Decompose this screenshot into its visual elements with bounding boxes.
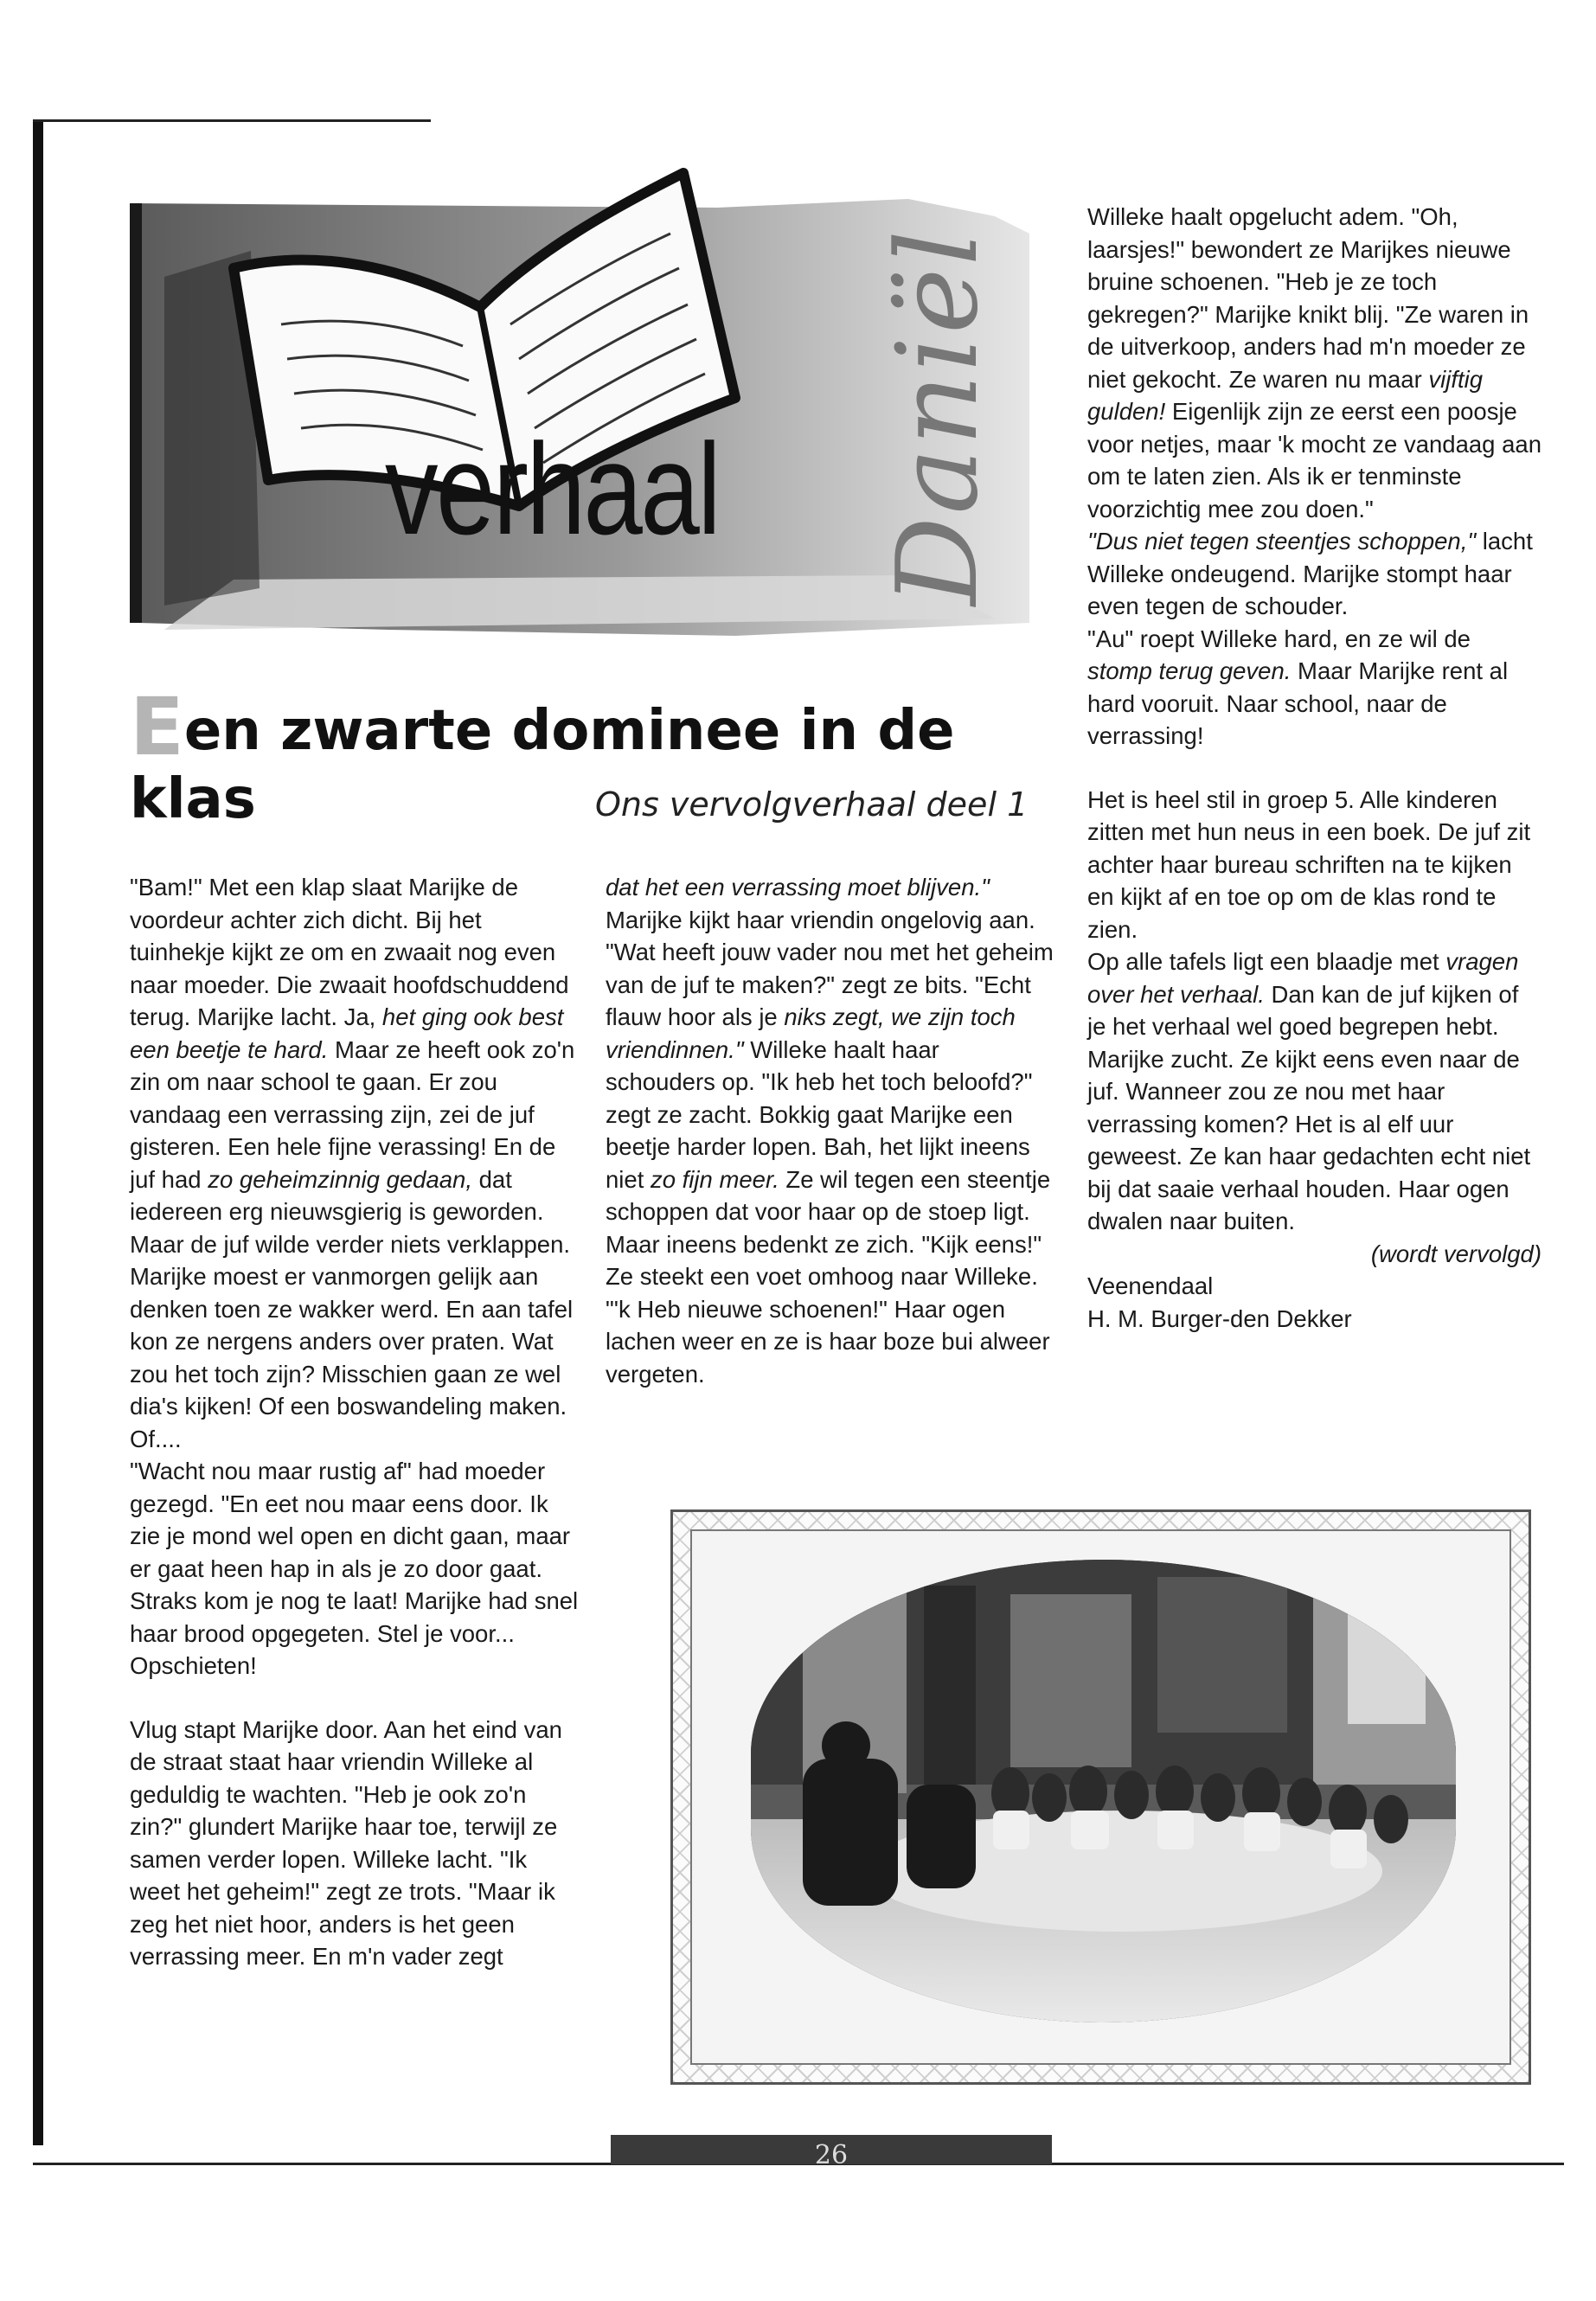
- text-run-italic: vijftig gulden!: [1087, 365, 1484, 425]
- text-run: Het is heel stil in groep 5. Alle kinderen zitten met hun neus in een boek.: [1087, 785, 1497, 845]
- paragraph: [1087, 623, 1542, 753]
- paragraph: [1087, 784, 1542, 946]
- text-run: Eigenlijk zijn ze eerst een poosje voor netjes, maar 'k mocht ze vandaag aan om te laten zien. Als ik er tenminste voorzichtig mee zou doen.": [1087, 398, 1542, 522]
- author-place: Veenendaal: [1087, 1272, 1214, 1299]
- continued-note: (wordt vervolgd): [1370, 1240, 1542, 1267]
- text-run: Willeke haalt haar schouders op. "Ik heb het toch beloofd?" zegt ze zacht. Bokkig gaat Marijke een beetje harder lopen. Bah, het lijkt ineens niet: [606, 1035, 1033, 1193]
- handwritten-signature: Daniël: [874, 228, 1003, 606]
- paragraph: [1087, 525, 1542, 623]
- paragraph: "Wacht nou maar rustig af" had moeder gezegd. "En eet nou maar eens door. Ik zie je mond wel open en dicht gaan, maar er gaat heen hap in als je zo door gaat. Straks kom je nog te laat! Marijke had snel haar brood opgegeten. Stel je voor... Opschieten!: [130, 1458, 579, 1679]
- text-column-1: [130, 871, 580, 1973]
- text-run: Op alle tafels ligt een blaadje met: [1087, 948, 1446, 975]
- page-number-bar: [611, 2135, 1052, 2170]
- text-run-italic: zo fijn meer.: [650, 1165, 779, 1193]
- text-run: "Bam!" Met een klap slaat Marijke de voordeur achter zich dicht. Bij het tuinhekje kijkt ze om en zwaait nog even naar moeder. Die zwaait hoofdschuddend terug. Marijke lacht. Ja,: [130, 874, 569, 1030]
- text-run-italic: "Dus niet tegen steentjes schoppen,": [1087, 528, 1477, 554]
- paragraph: [1087, 945, 1542, 1238]
- text-run: Maar Marijke rent al hard vooruit. Naar school, naar de verrassing!: [1087, 657, 1509, 749]
- text-run: Maar ze heeft ook zo'n zin om naar school te gaan. Er zou vandaag een verrassing zijn, zei de juf gisteren. Een hele fijne verassing! En de juf had: [130, 1035, 575, 1193]
- classroom-photo: [751, 1560, 1456, 2022]
- page-frame-left: [33, 121, 43, 2145]
- text-run: dat iedereen erg nieuwsgierig is geworden. Maar de juf wilde verder niets verklappen. Marijke moest er vanmorgen gelijk aan denken toen ze wakker werd. En aan tafel kon ze nergens anders over praten. Wat zou het toch zijn? Misschien gaan ze wel dia's kijken! Of een boswandeling maken. Of....: [130, 1165, 574, 1452]
- text-run: lacht Willeke ondeugend. Marijke stompt haar even tegen de schouder.: [1087, 528, 1533, 619]
- author-name: H. M. Burger-den Dekker: [1087, 1304, 1352, 1332]
- text-run-italic: stomp terug geven.: [1087, 657, 1292, 684]
- text-column-2: [606, 871, 1055, 1390]
- text-run-italic: zo geheimzinnig gedaan,: [208, 1165, 472, 1193]
- paragraph: [1087, 201, 1542, 525]
- paragraph: [606, 871, 1055, 1390]
- section-label: verhaal: [385, 416, 720, 561]
- paragraph: Vlug stapt Marijke door. Aan het eind van de straat staat haar vriendin Willeke al geduldig te wachten. "Heb je ook zo'n zin?" glundert Marijke haar toe, terwijl ze samen verder lopen. Willeke lacht. "Ik weet het geheim!" zegt ze trots. "Maar ik zeg het niet hoor, anders is het geen verrassing meer. En m'n vader zegt: [130, 1715, 562, 1970]
- title-initial: E: [130, 681, 184, 773]
- text-run-italic: het ging ook best een beetje te hard.: [130, 1003, 564, 1063]
- text-run-italic: dat het een verrassing moet blijven.": [606, 874, 990, 901]
- text-run: Ze wil tegen een steentje schoppen dat voor haar op de stoep ligt. Maar ineens bedenkt ze zich. "Kijk eens!" Ze steekt een voet omhoog naar Willeke. "'k Heb nieuwe schoenen!" Haar ogen lachen weer en ze is haar boze bui alweer vergeten.: [606, 1165, 1051, 1388]
- page-number: 26: [814, 2140, 849, 2170]
- text-run: De juf zit achter haar bureau schriften na te kijken en kijkt af en toe op om de klas rond te zien.: [1087, 818, 1531, 943]
- text-run: Dan kan de juf kijken of je het verhaal wel goed begrepen hebt. Marijke zucht. Ze kijkt eens even naar de juf. Wanneer zou ze nou met haar verrassing komen? Het is al elf uur geweest. Ze kan haar gedachten echt niet bij dat saaie verhaal houden. Haar ogen dwalen naar buiten.: [1087, 980, 1531, 1234]
- text-run: "Au" roept Willeke hard, en ze wil de: [1087, 625, 1471, 652]
- photo-frame: [670, 1509, 1531, 2085]
- title-text: en zwarte dominee in de klas: [130, 699, 955, 831]
- text-run-italic: niks zegt, we zijn toch vriendinnen.": [606, 1003, 1016, 1063]
- page-frame-top: [33, 119, 431, 122]
- text-run: Marijke kijkt haar vriendin ongelovig aan. "Wat heeft jouw vader nou met het geheim van de juf te maken?" zegt ze bits. "Echt flauw hoor als je: [606, 906, 1054, 1030]
- paragraph: [130, 871, 580, 1455]
- article-subtitle: Ons vervolgverhaal deel 1: [595, 785, 1029, 824]
- text-run-italic: vragen over het verhaal.: [1087, 948, 1519, 1008]
- text-column-3: [1087, 201, 1542, 1335]
- text-run: Willeke haalt opgelucht adem. "Oh, laarsjes!" bewondert ze Marijkes nieuwe bruine schoenen. "Heb je ze toch gekregen?" Marijke knikt blij. "Ze waren in de uitverkoop, anders had m'n moeder ze niet gekocht. Ze waren nu maar: [1087, 203, 1529, 393]
